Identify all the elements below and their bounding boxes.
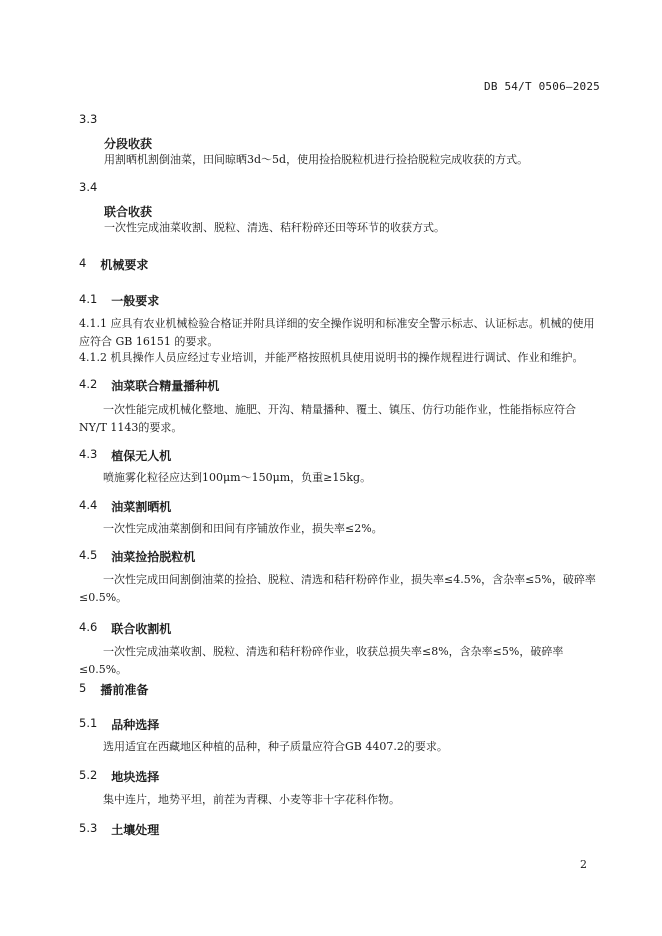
clause-number: 5.2 [79, 768, 98, 782]
clause-number-3-3: 3.3 [79, 112, 98, 126]
clause-heading-5-3 [79, 821, 159, 838]
section-number: 5 [79, 681, 87, 695]
paragraph-4-1-2: 4.1.2 机具操作人员应经过专业培训，并能严格按照机具使用说明书的操作规程进行调试、作业和维护。 [79, 351, 584, 364]
paragraph-4-4: 一次性完成油菜割倒和田间有序铺放作业，损失率≤2%。 [103, 522, 383, 535]
term-3-4: 联合收获 [104, 205, 153, 219]
paragraph-5-1: 选用适宜在西藏地区种植的品种，种子质量应符合GB 4407.2的要求。 [103, 740, 448, 753]
clause-title: 地块选择 [111, 770, 160, 784]
section-heading-5 [79, 681, 148, 698]
clause-number: 4.5 [79, 548, 98, 562]
page-number: 2 [580, 858, 587, 871]
clause-title: 油菜割晒机 [111, 500, 172, 514]
definition-3-3: 用割晒机割倒油菜，田间晾晒3d～5d，使用捡拾脱粒机进行捡拾脱粒完成收获的方式。 [104, 153, 529, 166]
clause-heading-4-1 [79, 292, 159, 309]
clause-number-3-4: 3.4 [79, 180, 98, 194]
section-title: 机械要求 [100, 258, 149, 272]
clause-title: 植保无人机 [111, 449, 172, 463]
clause-number: 4.6 [79, 620, 98, 634]
clause-title: 一般要求 [111, 294, 160, 308]
clause-heading-4-5 [79, 548, 195, 565]
clause-title: 油菜联合精量播种机 [111, 379, 220, 393]
section-heading-4 [79, 256, 148, 273]
paragraph-5-2: 集中连片，地势平坦，前茬为青稞、小麦等非十字花科作物。 [103, 793, 400, 806]
clause-heading-5-1 [79, 716, 159, 733]
paragraph-4-2: 一次性能完成机械化整地、施肥、开沟、精量播种、覆土、镇压、仿行功能作业，性能指标应符合 NY/T 1143的要求。 [79, 403, 576, 434]
clause-number: 4.2 [79, 377, 98, 391]
paragraph-4-5: 一次性完成田间割倒油菜的捡拾、脱粒、清选和秸秆粉碎作业，损失率≤4.5%，含杂率≤5%，破碎率≤0.5%。 [79, 573, 596, 604]
clause-number: 4.3 [79, 447, 98, 461]
section-number: 4 [79, 256, 87, 270]
clause-number: 5.3 [79, 821, 98, 835]
clause-heading-4-3 [79, 447, 171, 464]
clause-heading-4-4 [79, 498, 171, 515]
clause-title: 油菜捡拾脱粒机 [111, 550, 196, 564]
definition-3-4: 一次性完成油菜收割、脱粒、清选、秸秆粉碎还田等环节的收获方式。 [104, 221, 445, 234]
clause-number: 4.4 [79, 498, 98, 512]
clause-heading-4-2 [79, 377, 219, 394]
clause-heading-5-2 [79, 768, 159, 785]
clause-heading-4-6 [79, 620, 171, 637]
clause-title: 联合收割机 [111, 622, 172, 636]
section-title: 播前准备 [100, 683, 149, 697]
clause-number: 4.1 [79, 292, 98, 306]
clause-title: 土壤处理 [111, 823, 160, 837]
paragraph-4-3: 喷施雾化粒径应达到100μm～150μm，负重≥15kg。 [103, 471, 372, 484]
clause-number: 5.1 [79, 716, 98, 730]
document-code: DB 54/T 0506—2025 [484, 80, 600, 93]
clause-title: 品种选择 [111, 718, 160, 732]
paragraph-4-6: 一次性完成油菜收割、脱粒、清选和秸秆粉碎作业，收获总损失率≤8%，含杂率≤5%，破碎率≤0.5%。 [79, 645, 564, 676]
term-3-3: 分段收获 [104, 137, 153, 151]
paragraph-4-1-1: 4.1.1 应具有农业机械检验合格证并附具详细的安全操作说明和标准安全警示标志、认证标志。机械的使用应符合 GB 16151 的要求。 [79, 317, 595, 348]
